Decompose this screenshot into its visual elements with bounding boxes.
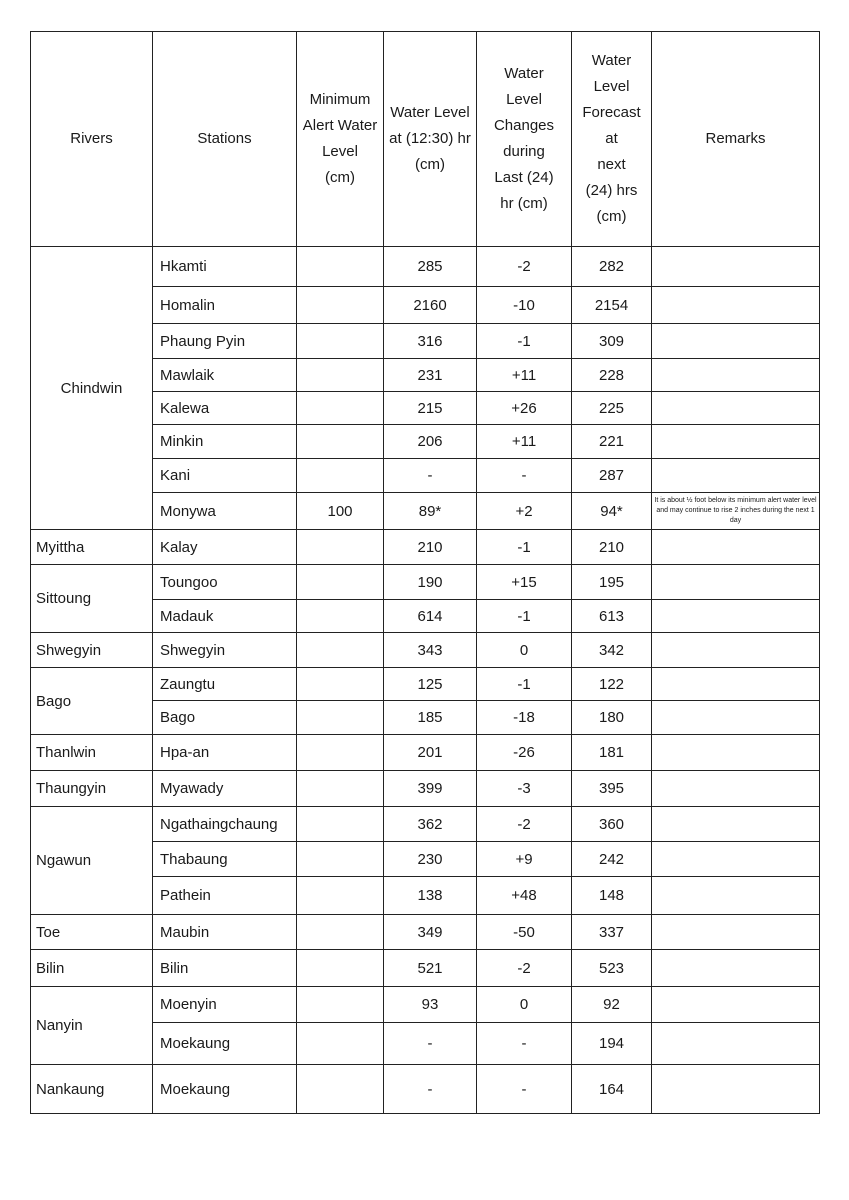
remarks-cell	[652, 600, 820, 633]
level-change-cell: +48	[477, 877, 572, 915]
forecast-cell: 181	[572, 735, 652, 771]
header-remarks: Remarks	[652, 32, 820, 247]
station-cell: Phaung Pyin	[153, 324, 297, 359]
water-level-cell: 125	[384, 668, 477, 701]
station-cell: Kalewa	[153, 392, 297, 425]
table-row	[31, 987, 820, 1023]
alert-level-cell	[297, 247, 384, 287]
level-change-cell: +15	[477, 565, 572, 600]
table-row	[31, 735, 820, 771]
remarks-cell	[652, 701, 820, 735]
remarks-cell	[652, 633, 820, 668]
station-cell: Bilin	[153, 950, 297, 987]
forecast-cell: 122	[572, 668, 652, 701]
water-level-cell: 210	[384, 530, 477, 565]
table-row	[31, 950, 820, 987]
water-level-cell: 206	[384, 425, 477, 459]
forecast-cell: 221	[572, 425, 652, 459]
forecast-cell: 228	[572, 359, 652, 392]
river-cell: Thaungyin	[31, 771, 153, 807]
alert-level-cell	[297, 359, 384, 392]
table-row	[31, 807, 820, 842]
level-change-cell: -10	[477, 287, 572, 324]
water-level-cell: 343	[384, 633, 477, 668]
alert-level-cell	[297, 1065, 384, 1114]
header-forecast: Water Level Forecast at next (24) hrs (cm)	[572, 32, 652, 247]
alert-level-cell	[297, 668, 384, 701]
river-cell: Bago	[31, 668, 153, 735]
level-change-cell: +9	[477, 842, 572, 877]
station-cell: Moekaung	[153, 1065, 297, 1114]
alert-level-cell	[297, 701, 384, 735]
station-cell: Pathein	[153, 877, 297, 915]
station-cell: Moekaung	[153, 1023, 297, 1065]
river-cell: Shwegyin	[31, 633, 153, 668]
alert-level-cell	[297, 459, 384, 493]
water-level-cell: -	[384, 1065, 477, 1114]
level-change-cell: -2	[477, 807, 572, 842]
alert-level-cell	[297, 877, 384, 915]
water-level-cell: 349	[384, 915, 477, 950]
river-cell: Nankaung	[31, 1065, 153, 1114]
forecast-cell: 523	[572, 950, 652, 987]
station-cell: Myawady	[153, 771, 297, 807]
header-level-changes: Water Level Changes during Last (24) hr (cm)	[477, 32, 572, 247]
header-water-level: Water Level at (12:30) hr (cm)	[384, 32, 477, 247]
water-level-table	[30, 31, 820, 1114]
station-cell: Kani	[153, 459, 297, 493]
level-change-cell: +26	[477, 392, 572, 425]
header-minimum-alert: Minimum Alert Water Level (cm)	[297, 32, 384, 247]
river-cell: Thanlwin	[31, 735, 153, 771]
station-cell: Bago	[153, 701, 297, 735]
level-change-cell: +2	[477, 493, 572, 530]
water-level-cell: 614	[384, 600, 477, 633]
remarks-cell	[652, 807, 820, 842]
forecast-cell: 337	[572, 915, 652, 950]
remarks-cell	[652, 530, 820, 565]
forecast-cell: 242	[572, 842, 652, 877]
station-cell: Zaungtu	[153, 668, 297, 701]
level-change-cell: -1	[477, 668, 572, 701]
table-row	[31, 633, 820, 668]
alert-level-cell	[297, 565, 384, 600]
table-row	[31, 915, 820, 950]
remarks-cell	[652, 425, 820, 459]
station-cell: Shwegyin	[153, 633, 297, 668]
remarks-cell	[652, 1023, 820, 1065]
level-change-cell: -1	[477, 324, 572, 359]
water-level-cell: 201	[384, 735, 477, 771]
river-cell: Sittoung	[31, 565, 153, 633]
water-level-cell: 185	[384, 701, 477, 735]
header-rivers: Rivers	[31, 32, 153, 247]
water-level-cell: 93	[384, 987, 477, 1023]
level-change-cell: 0	[477, 633, 572, 668]
remarks-cell	[652, 735, 820, 771]
forecast-cell: 94*	[572, 493, 652, 530]
forecast-cell: 613	[572, 600, 652, 633]
station-cell: Hkamti	[153, 247, 297, 287]
forecast-cell: 395	[572, 771, 652, 807]
station-cell: Toungoo	[153, 565, 297, 600]
forecast-cell: 2154	[572, 287, 652, 324]
river-cell: Chindwin	[31, 247, 153, 530]
station-cell: Homalin	[153, 287, 297, 324]
level-change-cell: -	[477, 1023, 572, 1065]
alert-level-cell	[297, 771, 384, 807]
alert-level-cell: 100	[297, 493, 384, 530]
remarks-cell	[652, 324, 820, 359]
water-level-cell: 521	[384, 950, 477, 987]
station-cell: Mawlaik	[153, 359, 297, 392]
station-cell: Hpa-an	[153, 735, 297, 771]
alert-level-cell	[297, 915, 384, 950]
station-cell: Madauk	[153, 600, 297, 633]
alert-level-cell	[297, 807, 384, 842]
level-change-cell: -	[477, 459, 572, 493]
forecast-cell: 148	[572, 877, 652, 915]
station-cell: Thabaung	[153, 842, 297, 877]
forecast-cell: 180	[572, 701, 652, 735]
water-level-cell: 89*	[384, 493, 477, 530]
level-change-cell: -26	[477, 735, 572, 771]
station-cell: Minkin	[153, 425, 297, 459]
remarks-cell	[652, 877, 820, 915]
header-row	[31, 32, 820, 247]
forecast-cell: 210	[572, 530, 652, 565]
river-cell: Myittha	[31, 530, 153, 565]
remarks-cell	[652, 459, 820, 493]
level-change-cell: -2	[477, 950, 572, 987]
forecast-cell: 225	[572, 392, 652, 425]
river-cell: Bilin	[31, 950, 153, 987]
alert-level-cell	[297, 987, 384, 1023]
alert-level-cell	[297, 530, 384, 565]
forecast-cell: 342	[572, 633, 652, 668]
water-level-cell: 399	[384, 771, 477, 807]
level-change-cell: -	[477, 1065, 572, 1114]
water-level-cell: 138	[384, 877, 477, 915]
remarks-cell: It is about ½ foot below its minimum alert water level and may continue to rise 2 inches during the next 1 day	[652, 493, 820, 530]
forecast-cell: 194	[572, 1023, 652, 1065]
remarks-cell	[652, 842, 820, 877]
table-row	[31, 530, 820, 565]
water-level-cell: 230	[384, 842, 477, 877]
forecast-cell: 282	[572, 247, 652, 287]
level-change-cell: -3	[477, 771, 572, 807]
remarks-cell	[652, 1065, 820, 1114]
level-change-cell: 0	[477, 987, 572, 1023]
river-cell: Nanyin	[31, 987, 153, 1065]
alert-level-cell	[297, 425, 384, 459]
alert-level-cell	[297, 600, 384, 633]
table-row	[31, 771, 820, 807]
water-level-cell: 2160	[384, 287, 477, 324]
forecast-cell: 195	[572, 565, 652, 600]
water-level-cell: 215	[384, 392, 477, 425]
level-change-cell: -18	[477, 701, 572, 735]
water-level-cell: 362	[384, 807, 477, 842]
river-cell: Toe	[31, 915, 153, 950]
water-level-cell: -	[384, 459, 477, 493]
remarks-cell	[652, 915, 820, 950]
alert-level-cell	[297, 633, 384, 668]
header-stations: Stations	[153, 32, 297, 247]
level-change-cell: -50	[477, 915, 572, 950]
remarks-cell	[652, 565, 820, 600]
water-level-cell: 231	[384, 359, 477, 392]
remarks-cell	[652, 668, 820, 701]
water-level-cell: 316	[384, 324, 477, 359]
forecast-cell: 309	[572, 324, 652, 359]
remarks-cell	[652, 950, 820, 987]
water-level-cell: -	[384, 1023, 477, 1065]
forecast-cell: 360	[572, 807, 652, 842]
table-row	[31, 1065, 820, 1114]
forecast-cell: 287	[572, 459, 652, 493]
level-change-cell: -2	[477, 247, 572, 287]
table-row	[31, 565, 820, 600]
table-row	[31, 668, 820, 701]
remarks-cell	[652, 392, 820, 425]
river-cell: Ngawun	[31, 807, 153, 915]
level-change-cell: +11	[477, 425, 572, 459]
remarks-cell	[652, 987, 820, 1023]
alert-level-cell	[297, 392, 384, 425]
level-change-cell: -1	[477, 530, 572, 565]
level-change-cell: +11	[477, 359, 572, 392]
alert-level-cell	[297, 287, 384, 324]
table-body	[31, 247, 820, 1114]
forecast-cell: 92	[572, 987, 652, 1023]
remarks-cell	[652, 247, 820, 287]
alert-level-cell	[297, 842, 384, 877]
alert-level-cell	[297, 950, 384, 987]
station-cell: Moenyin	[153, 987, 297, 1023]
alert-level-cell	[297, 735, 384, 771]
forecast-cell: 164	[572, 1065, 652, 1114]
water-level-cell: 190	[384, 565, 477, 600]
station-cell: Monywa	[153, 493, 297, 530]
station-cell: Maubin	[153, 915, 297, 950]
remarks-cell	[652, 771, 820, 807]
remarks-cell	[652, 359, 820, 392]
water-level-cell: 285	[384, 247, 477, 287]
alert-level-cell	[297, 1023, 384, 1065]
station-cell: Kalay	[153, 530, 297, 565]
level-change-cell: -1	[477, 600, 572, 633]
station-cell: Ngathaingchaung	[153, 807, 297, 842]
table-row	[31, 247, 820, 287]
alert-level-cell	[297, 324, 384, 359]
remarks-cell	[652, 287, 820, 324]
